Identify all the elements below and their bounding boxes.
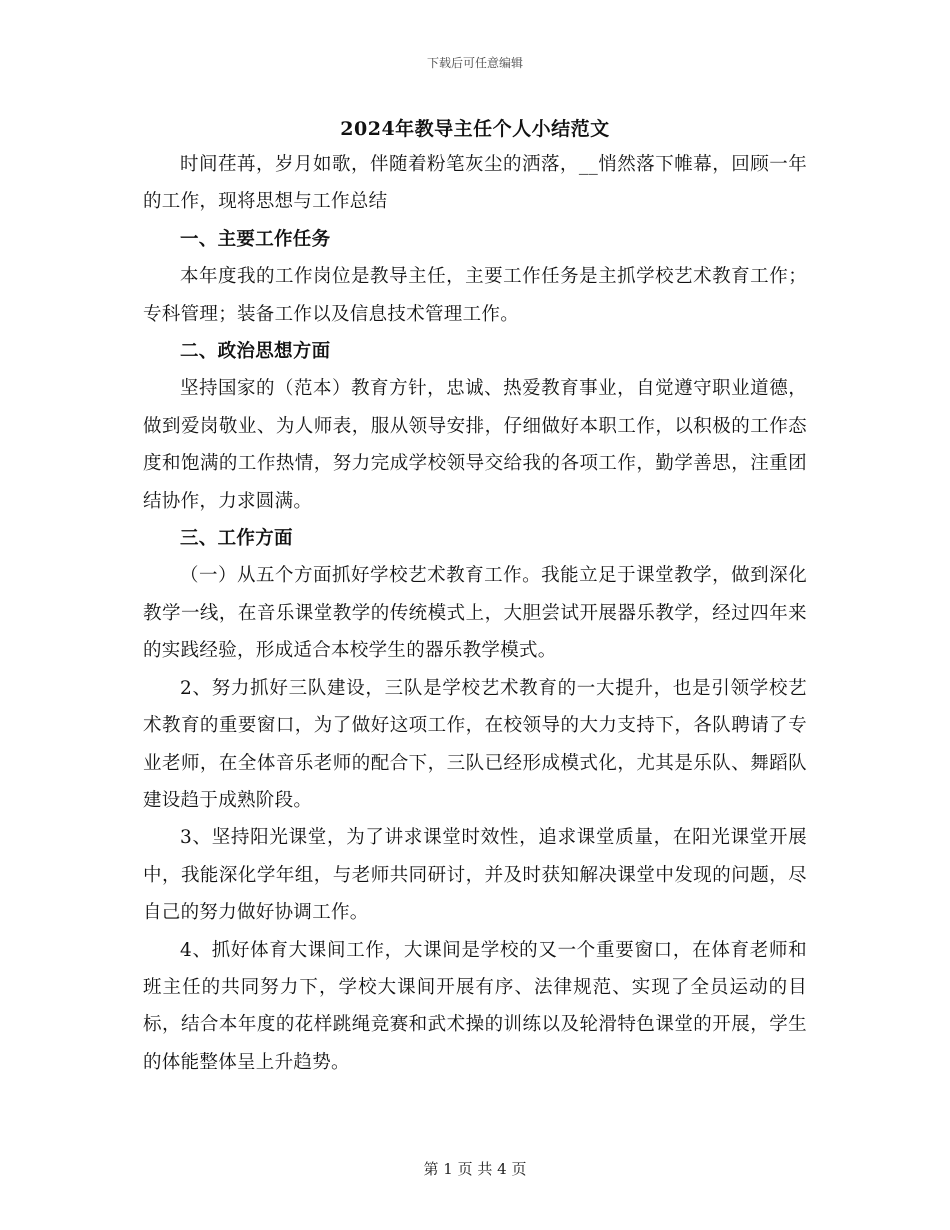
paragraph-main-tasks: 本年度我的工作岗位是教导主任，主要工作任务是主抓学校艺术教育工作；专科管理；装备工作以及信息技术管理工作。 — [143, 266, 807, 325]
paragraph-work-4: 4、抓好体育大课间工作，大课间是学校的又一个重要窗口，在体育老师和班主任的共同努力下，学校大课间开展有序、法律规范、实现了全员运动的目标，结合本年度的花样跳绳竞赛和武术操的训练以及轮滑特色课堂的开展，学生的体能整体呈上升趋势。 — [143, 939, 807, 1073]
section-heading-3: 三、工作方面 — [180, 528, 293, 550]
paragraph-work-2: 2、努力抓好三队建设，三队是学校艺术教育的一大提升，也是引领学校艺术教育的重要窗口，为了做好这项工作，在校领导的大力支持下，各队聘请了专业老师，在全体音乐老师的配合下，三队已经形成模式化，尤其是乐队、舞蹈队建设趋于成熟阶段。 — [143, 677, 807, 811]
paragraph-work-1: （一）从五个方面抓好学校艺术教育工作。我能立足于课堂教学，做到深化教学一线，在音乐课堂教学的传统模式上，大胆尝试开展器乐教学，经过四年来的实践经验，形成适合本校学生的器乐教学模式。 — [143, 565, 807, 662]
document-title: 2024年教导主任个人小结范文 — [340, 118, 610, 140]
paragraph-intro: 时间荏苒，岁月如歌，伴随着粉笔灰尘的洒落，__悄然落下帷幕，回顾一年的工作，现将思想与工作总结 — [143, 154, 807, 213]
paragraph-work-3: 3、坚持阳光课堂，为了讲求课堂时效性，追求课堂质量，在阳光课堂开展中，我能深化学年组，与老师共同研讨，并及时获知解决课堂中发现的问题，尽自己的努力做好协调工作。 — [143, 827, 807, 924]
section-heading-1: 一、主要工作任务 — [180, 228, 331, 250]
header-note: 下载后可任意编辑 — [426, 56, 523, 70]
document-body — [143, 112, 807, 1081]
paragraph-political: 坚持国家的（范本）教育方针，忠诚、热爱教育事业，自觉遵守职业道德，做到爱岗敬业、为人师表，服从领导安排，仔细做好本职工作，以积极的工作态度和饱满的工作热情，努力完成学校领导交给我的各项工作，勤学善思，注重团结协作，力求圆满。 — [143, 378, 807, 512]
section-heading-2: 二、政治思想方面 — [180, 341, 331, 363]
page-footer: 第 1 页 共 4 页 — [423, 1160, 527, 1178]
